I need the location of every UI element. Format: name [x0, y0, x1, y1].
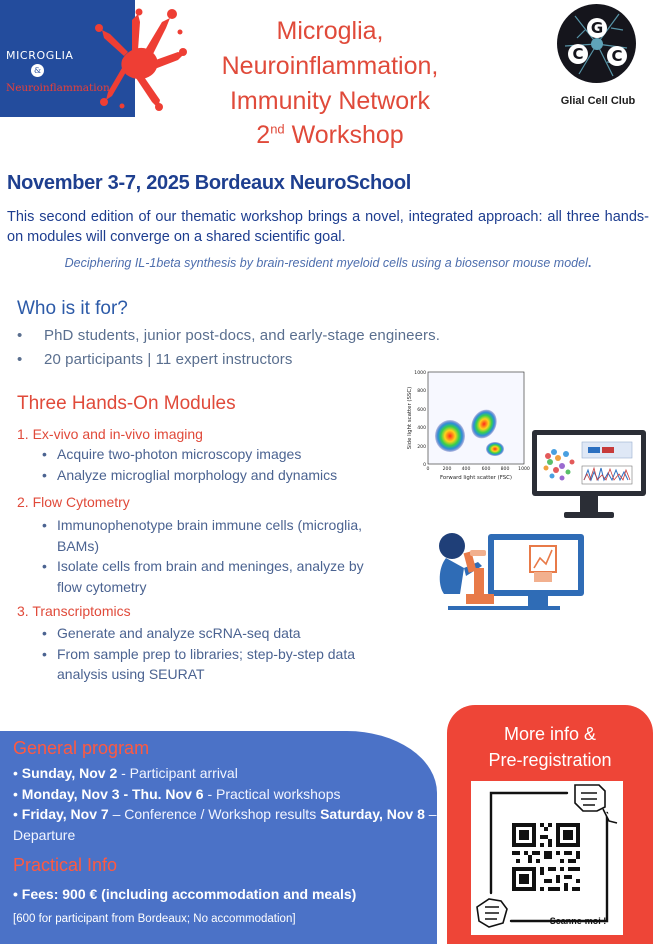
list-item — [42, 623, 402, 644]
y-axis-label: Side light scatter (SSC) — [407, 386, 413, 450]
module-2-list — [42, 515, 392, 597]
module-3-list — [42, 623, 402, 685]
registration-heading-line-2: Pre-registration — [488, 750, 612, 770]
gcc-letter-1: G — [590, 19, 604, 37]
transcriptomics-monitor-icon — [528, 428, 650, 522]
bullet: • — [42, 625, 47, 641]
fees-line — [13, 886, 356, 902]
logo-text-neuroinflammation: Neuroinflammation — [6, 82, 110, 94]
fees-detail: (including accommodation and meals) — [97, 886, 357, 902]
qr-code-graphic[interactable] — [471, 781, 623, 935]
list-item — [42, 465, 392, 486]
glial-cell-club-logo — [557, 4, 636, 83]
bullet: • — [42, 645, 47, 662]
x-tick-600: 600 — [481, 467, 491, 472]
program-item-2 — [13, 784, 341, 805]
program-day: Friday, Nov 7 — [21, 806, 109, 822]
bullet: • — [13, 806, 18, 822]
x-tick-200: 200 — [442, 467, 452, 472]
module-2-title: 2. Flow Cytometry — [17, 494, 130, 510]
logo-ampersand: & — [31, 64, 44, 77]
intro-paragraph: This second edition of our thematic workshop brings a novel, integrated approach: all three hands-on modules will converge on a shared scientific goal. — [7, 209, 649, 245]
list-item — [42, 515, 392, 556]
registration-heading-line-1: More info & — [503, 724, 597, 744]
program-item-3 — [13, 804, 437, 845]
edition-suffix: nd — [270, 121, 285, 137]
module-item-text: From sample prep to libraries; step-by-step data analysis using SEURAT — [57, 645, 356, 682]
module-1-list — [42, 444, 392, 485]
flow-cytometry-plot — [402, 366, 532, 484]
edition-number: 2 — [256, 121, 271, 149]
program-desc-2: – Departure — [13, 806, 437, 843]
title-line-1: Microglia, — [276, 17, 384, 45]
glial-cell-club-caption: Glial Cell Club — [560, 95, 636, 107]
who-heading: Who is it for? — [17, 298, 128, 319]
practical-heading: Practical Info — [13, 855, 118, 875]
bullet: • — [42, 466, 47, 483]
module-1-title: 1. Ex-vivo and in-vivo imaging — [17, 426, 203, 442]
module-item-text: Isolate cells from brain and meninges, analyze by flow cytometry — [57, 558, 364, 595]
title-line-3: Immunity Network — [229, 87, 431, 115]
bullet: • — [42, 517, 47, 533]
fees-note: [600 for participant from Bordeaux; No accommodation] — [13, 913, 296, 925]
list-item — [42, 556, 392, 597]
event-date-location: November 3-7, 2025 Bordeaux NeuroSchool — [7, 172, 411, 194]
x-axis-label: Forward light scatter (FSC) — [440, 475, 512, 481]
program-day: Sunday, Nov 2 — [21, 765, 118, 781]
scientific-goal-text: Deciphering IL-1beta synthesis by brain-resident myeloid cells using a biosensor mouse model — [64, 256, 588, 270]
y-tick-0: 0 — [423, 463, 426, 468]
registration-heading — [447, 721, 653, 773]
program-day-2: Saturday, Nov 8 — [320, 806, 425, 822]
program-desc: - Participant arrival — [117, 765, 238, 781]
bullet: • — [13, 786, 18, 802]
population-3 — [486, 442, 504, 456]
y-tick-1000: 1000 — [414, 371, 426, 376]
x-tick-800: 800 — [500, 467, 510, 472]
x-tick-1000: 1000 — [518, 467, 530, 472]
who-item-text: PhD students, junior post-docs, and early-stage engineers. — [44, 327, 441, 344]
y-tick-400: 400 — [417, 426, 426, 431]
scientific-goal-period: . — [587, 256, 592, 270]
program-day: Monday, Nov 3 - Thu. Nov 6 — [21, 786, 204, 802]
who-list — [17, 324, 507, 372]
y-tick-600: 600 — [417, 408, 426, 413]
population-1 — [435, 420, 465, 452]
who-item-text: 20 participants | 11 expert instructors — [44, 351, 293, 368]
list-item — [42, 444, 392, 465]
edition-word: Workshop — [284, 121, 404, 149]
scientific-goal — [7, 256, 649, 270]
workshop-title — [190, 14, 470, 119]
logo-text-microglia: MICROGLIA — [6, 49, 74, 62]
module-item-text: Generate and analyze scRNA-seq data — [57, 625, 301, 641]
x-tick-400: 400 — [461, 467, 471, 472]
gcc-letter-2: C — [572, 45, 584, 63]
fees-label: Fees: 900 € — [21, 886, 98, 902]
module-item-text: Analyze microglial morphology and dynamics — [57, 466, 338, 483]
module-item-text: Immunophenotype brain immune cells (microglia, BAMs) — [57, 517, 363, 554]
program-desc: – Conference / Workshop results — [108, 806, 321, 822]
title-line-2: Neuroinflammation, — [221, 52, 439, 80]
bullet: • — [42, 558, 47, 574]
thumbs-up-icon — [477, 899, 507, 927]
program-desc: - Practical workshops — [203, 786, 341, 802]
bullet: • — [17, 327, 23, 344]
module-item-text: Acquire two-photon microscopy images — [57, 446, 302, 462]
scientist-microscope-icon — [430, 528, 590, 612]
microglia-splat-icon — [92, 8, 187, 112]
bullet: • — [17, 351, 23, 368]
list-item — [42, 644, 402, 685]
list-item — [17, 324, 507, 348]
modules-heading: Three Hands-On Modules — [17, 393, 236, 414]
bullet: • — [13, 886, 18, 902]
glial-cell-icon — [557, 4, 636, 83]
module-3-title: 3. Transcriptomics — [17, 603, 131, 619]
program-heading: General program — [13, 738, 150, 758]
x-tick-0: 0 — [426, 467, 430, 472]
workshop-edition — [190, 120, 470, 150]
y-tick-200: 200 — [417, 445, 426, 450]
bullet: • — [42, 446, 47, 462]
y-tick-800: 800 — [417, 389, 426, 394]
pointing-hand-icon — [575, 785, 617, 823]
gcc-letter-3: C — [611, 47, 623, 65]
program-item-1 — [13, 763, 238, 784]
qr-code-icon — [512, 823, 580, 891]
scan-me-label: Scanne-moi ! — [549, 916, 607, 926]
bullet: • — [13, 765, 18, 781]
